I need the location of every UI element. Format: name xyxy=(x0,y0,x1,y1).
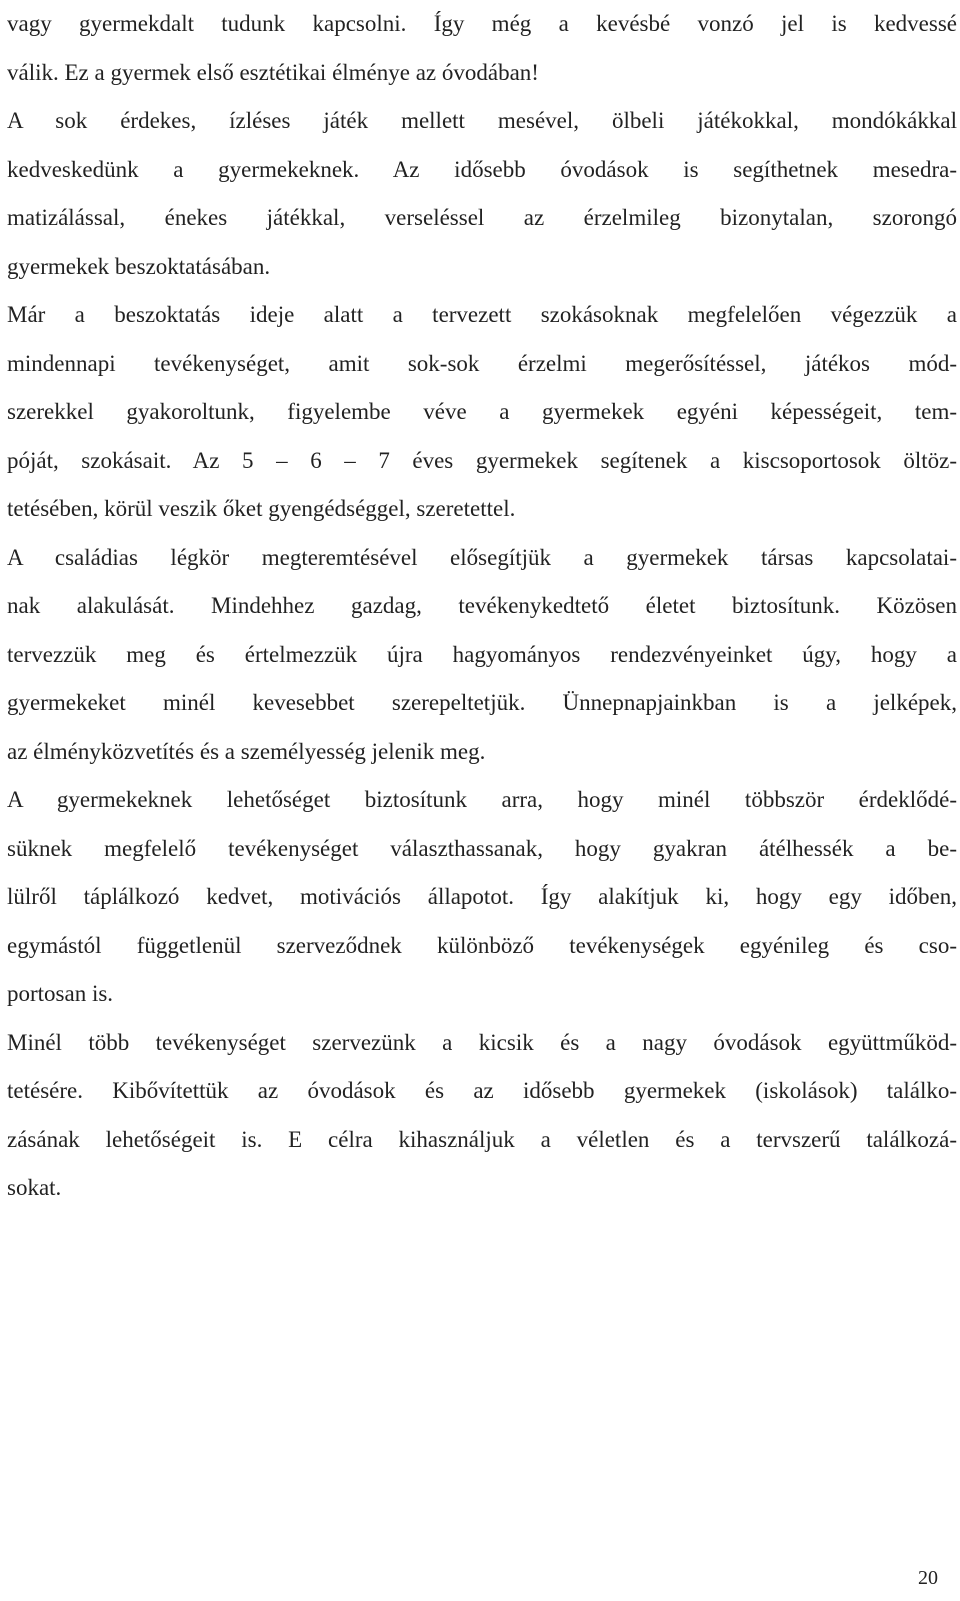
text-line: egymástól függetlenül szerveződnek különböző tevékenységek egyénileg és cso- xyxy=(7,932,957,958)
paragraph xyxy=(7,97,957,291)
text-line: gyermekeket minél kevesebbet szerepeltetjük. Ünnepnapjainkban is a jelképek, xyxy=(7,690,957,715)
paragraph xyxy=(7,776,957,1019)
text-line: válik. Ez a gyermek első esztétikai élménye az óvodában! xyxy=(7,59,539,85)
text-line: A sok érdekes, ízléses játék mellett mesével, ölbeli játékokkal, mondókákkal xyxy=(7,108,957,133)
text-line: tetésében, körül veszik őket gyengédséggel, szeretettel. xyxy=(7,496,516,521)
text-line: kedveskedünk a gyermekeknek. Az idősebb óvodások is segíthetnek mesedra- xyxy=(7,156,957,182)
text-line: tervezzük meg és értelmezzük újra hagyományos rendezvényeinket úgy, hogy a xyxy=(7,641,957,667)
text-line: A családias légkör megteremtésével elősegítjük a gyermekek társas kapcsolatai- xyxy=(7,544,957,570)
text-line: nak alakulását. Mindehhez gazdag, tevékenykedtető életet biztosítunk. Közösen xyxy=(7,593,957,618)
text-line: Minél több tevékenységet szervezünk a kicsik és a nagy óvodások együttműköd- xyxy=(7,1029,957,1055)
paragraph xyxy=(7,1019,957,1213)
text-line: vagy gyermekdalt tudunk kapcsolni. Így még a kevésbé vonzó jel is kedvessé xyxy=(7,11,957,36)
paragraph xyxy=(7,534,957,777)
text-line: gyermekek beszoktatásában. xyxy=(7,253,271,279)
paragraph xyxy=(7,0,957,97)
text-line: szerekkel gyakoroltunk, figyelembe véve a gyermekek egyéni képességeit, tem- xyxy=(7,399,957,424)
text-line: A gyermekeknek lehetőséget biztosítunk arra, hogy minél többször érdeklődé- xyxy=(7,787,957,812)
text-line: matizálással, énekes játékkal, verseléssel az érzelmileg bizonytalan, szorongó xyxy=(7,205,957,230)
text-line: zásának lehetőségeit is. E célra kihasználjuk a véletlen és a tervszerű találkozá- xyxy=(7,1126,957,1152)
text-line: póját, szokásait. Az 5 – 6 – 7 éves gyermekek segítenek a kiscsoportosok öltöz- xyxy=(7,447,957,473)
text-line: az élményközvetítés és a személyesség jelenik meg. xyxy=(7,738,486,764)
text-line: Már a beszoktatás ideje alatt a tervezett szokásoknak megfelelően végezzük a xyxy=(7,302,957,327)
text-line: mindennapi tevékenységet, amit sok-sok érzelmi megerősítéssel, játékos mód- xyxy=(7,350,957,376)
page-number: 20 xyxy=(918,1567,938,1589)
paragraph xyxy=(7,291,957,534)
text-line: portosan is. xyxy=(7,981,114,1006)
text-line: lülről táplálkozó kedvet, motivációs állapotot. Így alakítjuk ki, hogy egy időben, xyxy=(7,884,957,909)
text-line: tetésére. Kibővítettük az óvodások és az idősebb gyermekek (iskolások) találko- xyxy=(7,1078,957,1103)
text-line: sokat. xyxy=(7,1175,62,1200)
document-body xyxy=(7,0,957,1213)
text-line: süknek megfelelő tevékenységet választhassanak, hogy gyakran átélhessék a be- xyxy=(7,835,957,861)
